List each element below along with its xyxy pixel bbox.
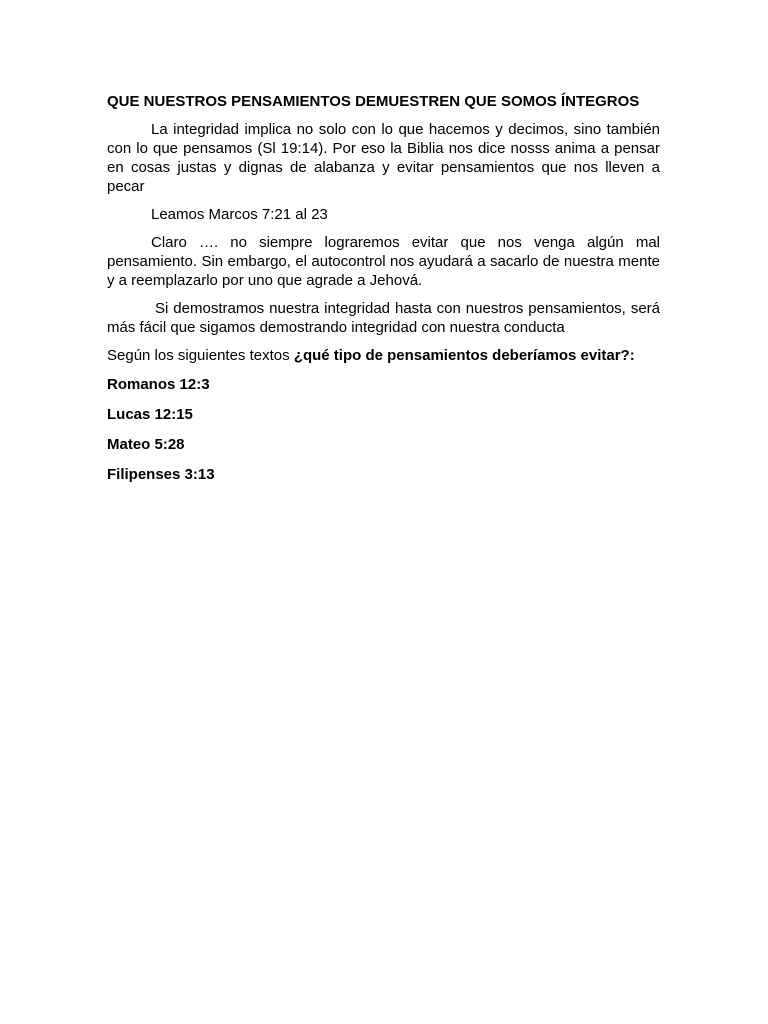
reference-mateo: Mateo 5:28 xyxy=(107,436,185,453)
reference-lucas: Lucas 12:15 xyxy=(107,406,193,423)
paragraph-claro: Claro …. no siempre lograremos evitar que nos venga algún mal pensamiento. Sin embargo, el autocontrol nos ayudará a sacarlo de nuestra mente y a reemplazarlo por uno que agrade a Jehová. xyxy=(107,234,660,289)
document-page xyxy=(107,92,660,495)
paragraph-si-demostramos: Si demostramos nuestra integridad hasta con nuestros pensamientos, será más fácil que sigamos demostrando integridad con nuestra conducta xyxy=(107,300,660,336)
paragraph-leamos-marcos: Leamos Marcos 7:21 al 23 xyxy=(151,206,328,223)
question-line xyxy=(107,346,660,365)
paragraph-integridad: La integridad implica no solo con lo que hacemos y decimos, sino también con lo que pensamos (Sl 19:14). Por eso la Biblia nos dice nosss anima a pensar en cosas justas y dignas de alabanza y evitar pensamientos que nos lleven a pecar xyxy=(107,121,660,195)
question-intro: Según los siguientes textos xyxy=(107,347,294,364)
document-title: QUE NUESTROS PENSAMIENTOS DEMUESTREN QUE SOMOS ÍNTEGROS xyxy=(107,93,640,110)
reference-filipenses: Filipenses 3:13 xyxy=(107,466,215,483)
question-bold: ¿qué tipo de pensamientos deberíamos evitar?: xyxy=(293,347,635,364)
reference-romanos: Romanos 12:3 xyxy=(107,376,210,393)
